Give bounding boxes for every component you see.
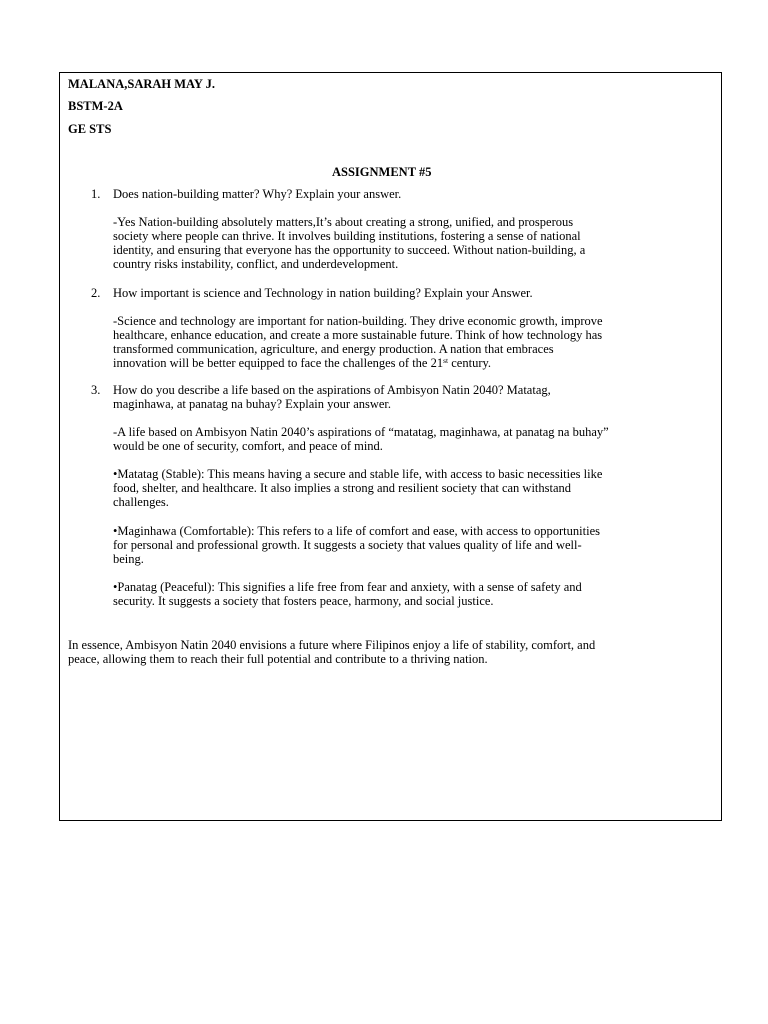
answer-2-last-line xyxy=(113,356,713,370)
question-1-text: Does nation-building matter? Why? Explain your answer. xyxy=(113,187,402,201)
answer-1-line: society where people can thrive. It involves building institutions, fostering a sense of national xyxy=(113,229,581,243)
answer-1 xyxy=(113,215,713,271)
answer-1-line: -Yes Nation-building absolutely matters,It’s about creating a strong, unified, and prosperous xyxy=(113,215,574,229)
assignment-title: ASSIGNMENT #5 xyxy=(332,165,432,179)
student-name: MALANA,SARAH MAY J. xyxy=(68,77,215,91)
matatag-line: food, shelter, and healthcare. It also implies a strong and resilient society that can withstand xyxy=(113,481,572,495)
ordinal-superscript: st xyxy=(443,356,449,365)
matatag-line: •Matatag (Stable): This means having a secure and stable life, with access to basic necessities like xyxy=(113,467,603,481)
panatag-paragraph xyxy=(113,580,713,608)
answer-2-line: healthcare, enhance education, and create a more sustainable future. Think of how technology has xyxy=(113,328,603,342)
question-2-text: How important is science and Technology in nation building? Explain your Answer. xyxy=(113,286,533,300)
answer-2-last-text: innovation will be better equipped to face the challenges of the 21 xyxy=(113,356,444,370)
answer-3-intro xyxy=(113,425,713,453)
answer-2-last-tail: century. xyxy=(448,356,492,370)
answer-2 xyxy=(113,314,713,370)
answer-2-line: transformed communication, agriculture, and energy production. A nation that embraces xyxy=(113,342,554,356)
question-1-number: 1. xyxy=(91,187,101,201)
answer-1-line: identity, and ensuring that everyone has the opportunity to succeed. Without nation-building, a xyxy=(113,243,586,257)
closing-line: peace, allowing them to reach their full potential and contribute to a thriving nation. xyxy=(68,652,488,666)
student-section: BSTM-2A xyxy=(68,99,123,113)
question-3-line: maginhawa, at panatag na buhay? Explain your answer. xyxy=(113,397,392,411)
question-2-number: 2. xyxy=(91,286,101,300)
panatag-line: security. It suggests a society that fosters peace, harmony, and social justice. xyxy=(113,594,494,608)
maginhawa-line: for personal and professional growth. It suggests a society that values quality of life and well- xyxy=(113,538,582,552)
answer-3-intro-line: would be one of security, comfort, and peace of mind. xyxy=(113,439,383,453)
question-3-line: How do you describe a life based on the aspirations of Ambisyon Natin 2040? Matatag, xyxy=(113,383,551,397)
answer-1-line: country risks instability, conflict, and underdevelopment. xyxy=(113,257,399,271)
closing-paragraph xyxy=(68,638,718,666)
maginhawa-line: being. xyxy=(113,552,144,566)
question-3-number: 3. xyxy=(91,383,101,397)
closing-line: In essence, Ambisyon Natin 2040 envisions a future where Filipinos enjoy a life of stability, comfort, and xyxy=(68,638,596,652)
matatag-paragraph xyxy=(113,467,713,509)
subject-code: GE STS xyxy=(68,122,112,136)
panatag-line: •Panatag (Peaceful): This signifies a life free from fear and anxiety, with a sense of safety and xyxy=(113,580,582,594)
maginhawa-line: •Maginhawa (Comfortable): This refers to a life of comfort and ease, with access to opportunities xyxy=(113,524,600,538)
maginhawa-paragraph xyxy=(113,524,713,566)
matatag-line: challenges. xyxy=(113,495,169,509)
answer-2-line: -Science and technology are important for nation-building. They drive economic growth, improve xyxy=(113,314,603,328)
question-3-text xyxy=(113,383,713,411)
answer-3-intro-line: -A life based on Ambisyon Natin 2040’s aspirations of “matatag, maginhawa, at panatag na buhay” xyxy=(113,425,609,439)
